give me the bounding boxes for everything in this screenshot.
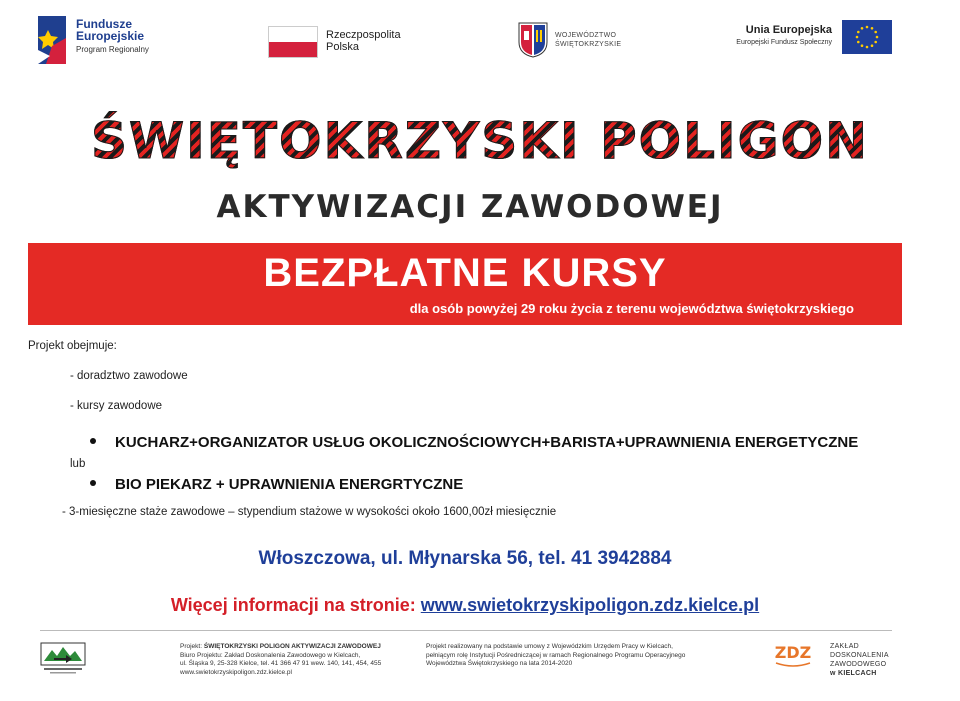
polish-flag-icon xyxy=(268,26,318,58)
bullet-icon xyxy=(90,438,96,444)
wojewodztwo-logo xyxy=(518,22,638,62)
red-banner xyxy=(28,243,902,325)
bullet-icon xyxy=(90,480,96,486)
zdz-name xyxy=(830,642,889,678)
ws-line1: WOJEWÓDZTWO xyxy=(555,32,617,39)
note-line1: Projekt realizowany na podstawie umowy z Wojewódzkim Urzędem Pracy w Kielcach, xyxy=(426,643,673,650)
fe-line2: Europejskie xyxy=(76,29,145,43)
course2-label: BIO PIEKARZ + UPRAWNIENIA ENERGRTYCZNE xyxy=(115,476,464,493)
fundusze-europejskie-logo xyxy=(38,16,198,66)
rp-line1: Rzeczpospolita xyxy=(326,29,401,41)
address-line: Włoszczowa, ul. Młynarska 56, tel. 41 3942884 xyxy=(258,548,672,569)
rp-line2: Polska xyxy=(326,41,360,53)
internship-text: - 3-miesięczne staże zawodowe – stypendium stażowe w wysokości około 1600,00zł miesięcznie xyxy=(62,506,557,518)
zdz-line3: ZAWODOWEGO xyxy=(830,661,887,668)
item-kursy: - kursy zawodowe xyxy=(70,400,163,412)
main-title: ŚWIĘTOKRZYSKI POLIGON xyxy=(0,112,960,170)
zdz-line1: ZAKŁAD xyxy=(830,643,860,650)
info-line xyxy=(0,595,930,616)
ue-line1: Unia Europejska xyxy=(745,24,832,36)
rzeczpospolita-polska-logo xyxy=(268,26,418,60)
course-item xyxy=(90,434,858,451)
footer-divider xyxy=(40,630,892,631)
website-link[interactable]: www.swietokrzyskipoligon.zdz.kielce.pl xyxy=(420,595,760,615)
zdz-logo xyxy=(770,640,816,670)
course1-label: KUCHARZ+ORGANIZATOR USŁUG OKOLICZNOŚCIOWYCH+BARISTA+UPRAWNIENIA ENERGETYCZNE xyxy=(115,434,859,451)
ws-line2: ŚWIĘTOKRZYSKIE xyxy=(555,41,622,48)
zdz-line4: w KIELCACH xyxy=(830,670,877,677)
note-line3: Województwa Świętokrzyskiego na lata 2014-2020 xyxy=(426,660,573,667)
wup-logo-icon xyxy=(40,642,86,676)
info-label: Więcej informacji na stronie: xyxy=(170,595,416,615)
subtitle: AKTYWIZACJI ZAWODOWEJ xyxy=(216,189,724,225)
eu-flag-icon xyxy=(842,20,892,54)
zdz-line2: DOSKONALENIA xyxy=(830,652,889,659)
fe-line1: Fundusze xyxy=(76,17,132,31)
office-web: www.swietokrzyskipoligon.zdz.kielce.pl xyxy=(180,668,292,676)
office-address: ul. Śląska 9, 25-328 Kielce, tel. 41 366 47 91 wew. 140, 141, 454, 455 xyxy=(180,660,382,667)
office-line: Biuro Projektu: Zakład Doskonalenia Zawodowego w Kielcach, xyxy=(180,651,361,659)
footer-note xyxy=(426,643,685,669)
fe-line3: Program Regionalny xyxy=(76,45,149,54)
banner-subtitle: dla osób powyżej 29 roku życia z terenu województwa świętokrzyskiego xyxy=(409,301,854,316)
intro-text: Projekt obejmuje: xyxy=(28,340,117,352)
zdz-logo-text: ZDZ xyxy=(774,643,812,662)
course-item xyxy=(90,476,463,493)
item-doradztwo: - doradztwo zawodowe xyxy=(70,370,188,382)
banner-title: BEZPŁATNE KURSY xyxy=(263,251,667,295)
footer-project-info xyxy=(180,643,381,677)
crest-icon xyxy=(518,22,548,58)
or-text: lub xyxy=(70,458,86,470)
fe-star-icon xyxy=(38,16,66,64)
unia-europejska-logo xyxy=(722,20,892,60)
note-line2: pełniącym rolę Instytucji Pośredniczącej w ramach Regionalnego Programu Operacyjnego xyxy=(426,651,686,659)
proj-label: Projekt: xyxy=(180,643,203,650)
proj-name: ŚWIĘTOKRZYSKI POLIGON AKTYWIZACJI ZAWODOWEJ xyxy=(203,643,381,650)
ue-line2: Europejski Fundusz Społeczny xyxy=(736,39,832,46)
